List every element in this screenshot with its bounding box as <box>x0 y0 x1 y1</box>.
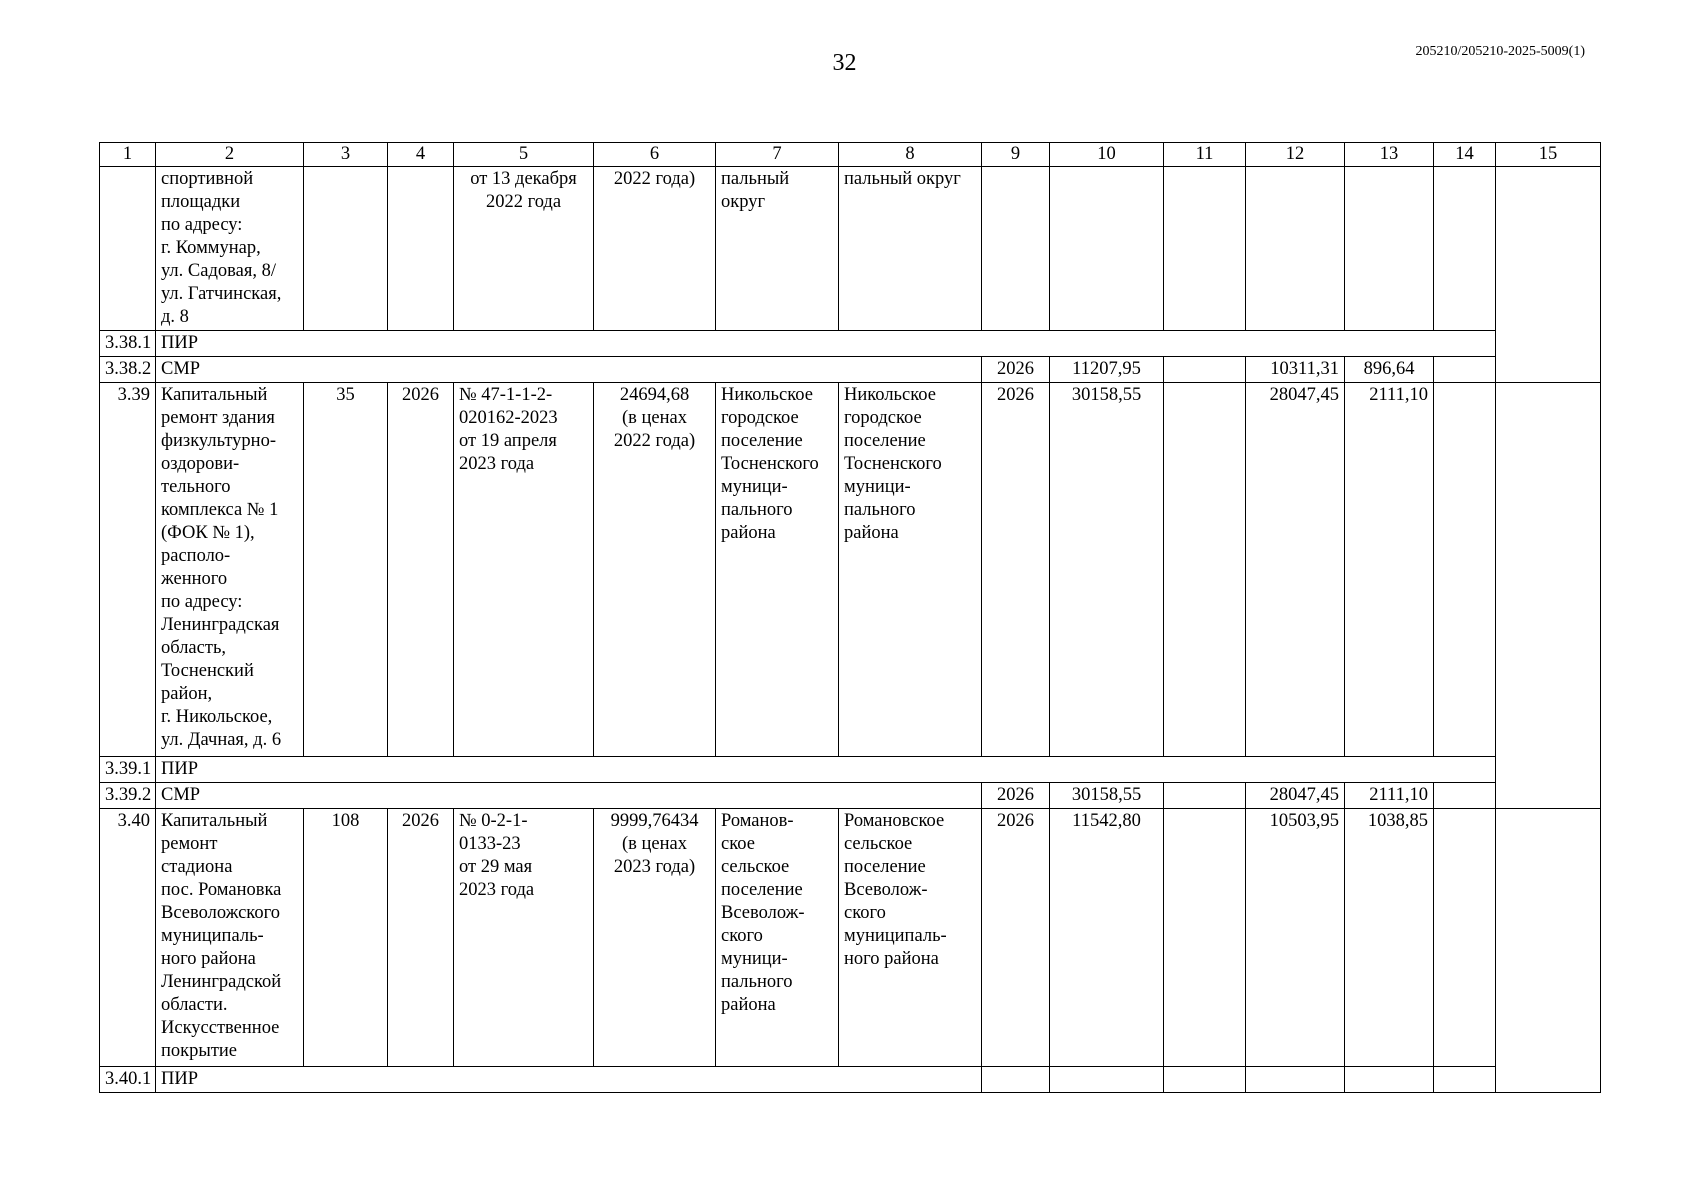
regional-budget-cell: 10503,95 <box>1246 809 1345 1067</box>
capacity-cell: 108 <box>304 809 388 1067</box>
column-number: 5 <box>454 143 594 167</box>
stage-label-cell: СМР <box>156 357 982 383</box>
row-number-cell <box>100 167 156 331</box>
column-number: 14 <box>1434 143 1496 167</box>
estimate-cell: 2022 года) <box>594 167 716 331</box>
expertise-cell: № 47-1-1-2- 020162-2023 от 19 апреля 2023 года <box>454 383 594 757</box>
table-row <box>100 783 1601 809</box>
column-number: 8 <box>839 143 982 167</box>
local-budget-cell: 896,64 <box>1345 357 1434 383</box>
table-row <box>100 331 1601 357</box>
regional-budget-cell: 28047,45 <box>1246 783 1345 809</box>
column-number: 11 <box>1164 143 1246 167</box>
row-number-cell: 3.39.1 <box>100 757 156 783</box>
owner-cell: Романовское сельское поселение Всеволож- ского муниципаль- ного района <box>839 809 982 1067</box>
regional-budget-cell: 28047,45 <box>1246 383 1345 757</box>
table-row <box>100 357 1601 383</box>
column-number: 2 <box>156 143 304 167</box>
stage-label-cell: ПИР <box>156 1067 982 1093</box>
local-budget-cell: 2111,10 <box>1345 783 1434 809</box>
table-row <box>100 809 1601 1067</box>
local-budget-cell: 2111,10 <box>1345 383 1434 757</box>
total-cell: 11207,95 <box>1050 357 1164 383</box>
table-row <box>100 1067 1601 1093</box>
table-row <box>100 757 1601 783</box>
total-cell: 30158,55 <box>1050 783 1164 809</box>
customer-cell: Романов- ское сельское поселение Всеволож- ского муници- пального района <box>716 809 839 1067</box>
column-number: 10 <box>1050 143 1164 167</box>
table-row <box>100 167 1601 331</box>
stage-label-cell: ПИР <box>156 331 1496 357</box>
column-number: 12 <box>1246 143 1345 167</box>
column-number: 1 <box>100 143 156 167</box>
year-cell: 2026 <box>982 383 1050 757</box>
total-cell: 30158,55 <box>1050 383 1164 757</box>
expertise-cell: от 13 декабря 2022 года <box>454 167 594 331</box>
table-row <box>100 383 1601 757</box>
page-number: 32 <box>832 50 857 76</box>
capacity-cell: 35 <box>304 383 388 757</box>
column-number: 13 <box>1345 143 1434 167</box>
column-number: 7 <box>716 143 839 167</box>
year-cell: 2026 <box>982 357 1050 383</box>
column-number: 4 <box>388 143 454 167</box>
expertise-cell: № 0-2-1- 0133-23 от 29 мая 2023 года <box>454 809 594 1067</box>
regional-budget-cell: 10311,31 <box>1246 357 1345 383</box>
row-number-cell: 3.38.2 <box>100 357 156 383</box>
object-name-cell: спортивной площадки по адресу: г. Коммунар, ул. Садовая, 8/ ул. Гатчинская, д. 8 <box>156 167 304 331</box>
investment-table <box>99 142 1601 1093</box>
document-id: 205210/205210-2025-5009(1) <box>1415 44 1585 59</box>
year-cell: 2026 <box>388 383 454 757</box>
owner-cell: Никольское городское поселение Тосненского муници- пального района <box>839 383 982 757</box>
column-number: 6 <box>594 143 716 167</box>
row-number-cell: 3.39 <box>100 383 156 757</box>
year-cell: 2026 <box>982 783 1050 809</box>
object-name-cell: Капитальный ремонт здания физкультурно- оздорови- тельного комплекса № 1 (ФОК № 1), располо- женного по адресу: Ленинградская область, Тосненский район, г. Никольское, ул. Дачная, д. 6 <box>156 383 304 757</box>
local-budget-cell: 1038,85 <box>1345 809 1434 1067</box>
column-number: 9 <box>982 143 1050 167</box>
stage-label-cell: ПИР <box>156 757 1496 783</box>
customer-cell: пальный округ <box>716 167 839 331</box>
owner-cell: пальный округ <box>839 167 982 331</box>
estimate-cell: 9999,76434 (в ценах 2023 года) <box>594 809 716 1067</box>
estimate-cell: 24694,68 (в ценах 2022 года) <box>594 383 716 757</box>
row-number-cell: 3.40 <box>100 809 156 1067</box>
column-number: 15 <box>1496 143 1601 167</box>
total-cell: 11542,80 <box>1050 809 1164 1067</box>
row-number-cell: 3.39.2 <box>100 783 156 809</box>
column-number: 3 <box>304 143 388 167</box>
column-number-row <box>100 143 1601 167</box>
row-number-cell: 3.40.1 <box>100 1067 156 1093</box>
customer-cell: Никольское городское поселение Тосненского муници- пального района <box>716 383 839 757</box>
year-cell: 2026 <box>388 809 454 1067</box>
year-cell: 2026 <box>982 809 1050 1067</box>
object-name-cell: Капитальный ремонт стадиона пос. Романовка Всеволожского муниципаль- ного района Ленинградской области. Искусственное покрытие <box>156 809 304 1067</box>
stage-label-cell: СМР <box>156 783 982 809</box>
row-number-cell: 3.38.1 <box>100 331 156 357</box>
